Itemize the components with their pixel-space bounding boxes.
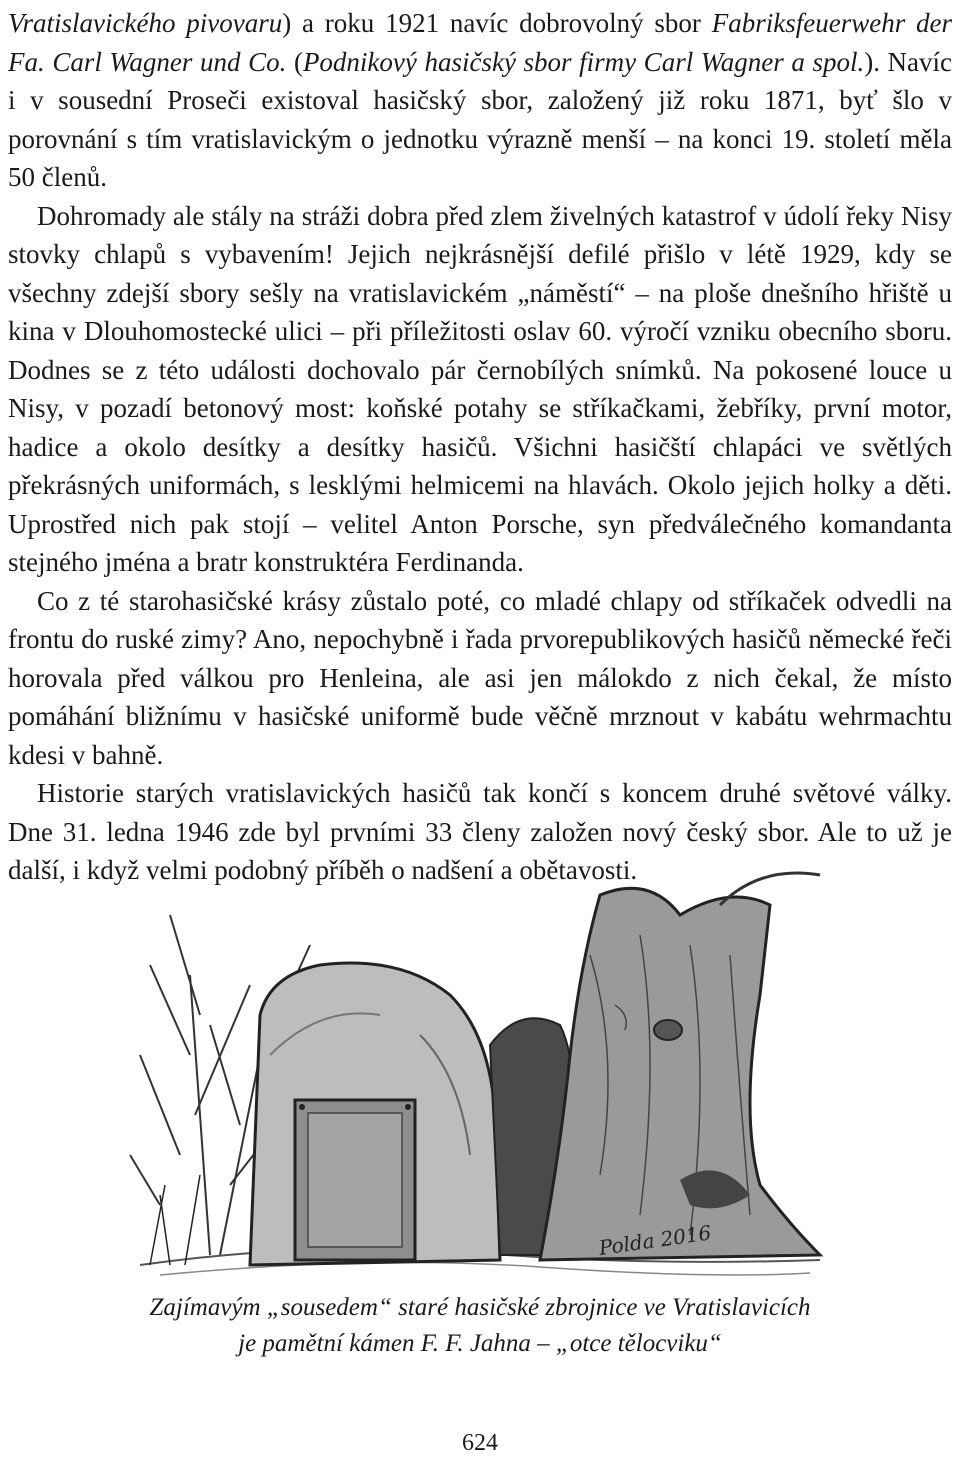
paragraph: Historie starých vratislavických hasičů tak končí s koncem druhé světové války. Dne 31. ledna 1946 zde byl prvními 33 členy založen nový český sbor. Ale to už je další, i když velmi podobný příběh o nadšení a obětavosti.	[8, 778, 952, 885]
italic-text: Podnikový hasičský sbor firmy Carl Wagner a spol.	[302, 46, 865, 77]
paragraph: Dohromady ale stály na stráži dobra před zlem živelných katastrof v údolí řeky Nisy stovky chlapů s vybavením! Jejich nejkrásnější defilé přišlo v létě 1929, kdy se všechny zdejší sbory sešly na vratislavickém „náměstí“ – na ploše dnešního hřiště u kina v Dlouhomostecké ulici – při příležitosti oslav 60. výročí vzniku obecního sboru. Dodnes se z této události dochovalo pár černobílých snímků. Na pokosené louce u Nisy, v pozadí betonový most: koňské potahy se stříkačkami, žebříky, první motor, hadice a okolo desítky a desítky hasičů. Všichni hasičští chlapáci ve světlých překrásných uniformách, s lesklými helmicemi na hlavách. Okolo jejich holky a děti. Uprostřed nich pak stojí – velitel Anton Porsche, syn předválečného komandanta stejného jména a bratr konstruktéra Ferdinanda.	[8, 200, 952, 577]
caption-line: Zajímavým „sousedem“ staré hasičské zbrojnice ve Vratislavicích	[149, 1294, 811, 1321]
caption-line: je pamětní kámen F. F. Jahna – „otce tělocviku“	[238, 1330, 722, 1357]
text-run: ) a roku 1921 navíc dobrovolný sbor	[282, 8, 712, 38]
paragraph-continuation	[8, 4, 952, 197]
paragraph: Co z té starohasičské krásy zůstalo poté, co mladé chlapy od stříkaček odvedli na frontu do ruské zimy? Ano, nepochybně i řada prvorepublikových hasičů německé řeči horovala před válkou pro Henleina, ale asi jen málokdo z nich čekal, že místo pomáhání bližnímu v hasičské uniformě bude věčně mrznout v kabátu wehrmachtu kdesi v bahně.	[8, 585, 952, 770]
memorial-stone-illustration	[120, 855, 840, 1290]
figure-caption	[0, 1290, 960, 1362]
page-number: 624	[462, 1430, 498, 1456]
body-text	[8, 4, 952, 890]
italic-text: Fabriksfeuerwehr der Fa. Carl Wagner und Co.	[8, 8, 952, 77]
italic-text: Vratislavického pivovaru	[8, 8, 283, 38]
artist-signature: Polda 2016	[597, 1220, 713, 1260]
text-run: (	[286, 46, 303, 77]
text-run: ). Navíc i v sousední Proseči existoval hasičský sbor, založený již roku 1871, byť šlo v porovnání s tím vratislavickým o jednotku výrazně menší – na konci 19. století měla 50 členů.	[8, 46, 952, 192]
